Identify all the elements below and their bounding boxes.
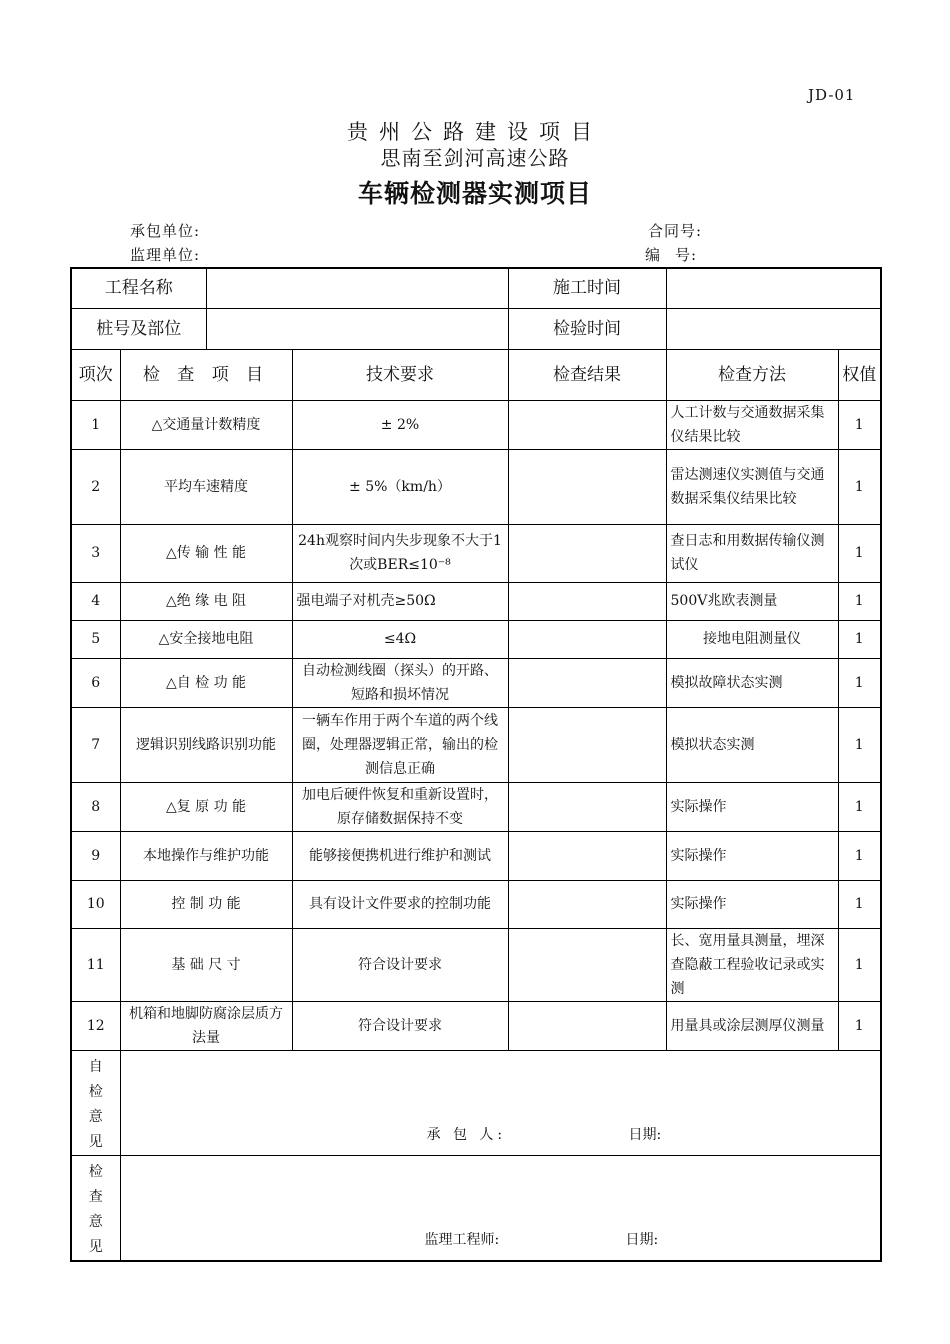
row-no: 11	[71, 928, 120, 1001]
row-result[interactable]	[508, 582, 666, 620]
row-no: 9	[71, 831, 120, 880]
row-weight: 1	[838, 880, 881, 928]
row-requirement: 强电端子对机壳≥50Ω	[292, 582, 508, 620]
inspection-time-value[interactable]	[666, 308, 881, 349]
row-method: 模拟故障状态实测	[666, 658, 838, 707]
row-method: 接地电阻测量仪	[666, 620, 838, 658]
contractor-signer-label: 承 包 人:	[426, 1127, 507, 1143]
row-item: △绝 缘 电 阻	[120, 582, 292, 620]
serial-no-label-b: 号:	[675, 246, 698, 264]
row-result[interactable]	[508, 782, 666, 831]
row-item: 逻辑识别线路识别功能	[120, 707, 292, 782]
table-row	[71, 620, 881, 658]
row-no: 1	[71, 400, 120, 449]
form-title: 车辆检测器实测项目	[357, 179, 592, 208]
column-result: 检查结果	[508, 349, 666, 400]
table-row	[71, 658, 881, 707]
self-check-area[interactable]	[120, 1050, 881, 1155]
table-row	[71, 880, 881, 928]
column-check-item: 检 查 项 目	[120, 349, 292, 400]
self-check-row	[71, 1050, 881, 1155]
column-method: 检查方法	[666, 349, 838, 400]
project-name-value[interactable]	[206, 268, 508, 308]
row-no: 4	[71, 582, 120, 620]
row-no: 5	[71, 620, 120, 658]
row-no: 8	[71, 782, 120, 831]
station-label: 桩号及部位	[71, 308, 206, 349]
row-result[interactable]	[508, 1001, 666, 1050]
row-no: 12	[71, 1001, 120, 1050]
inspection-time-label: 检验时间	[508, 308, 666, 349]
row-result[interactable]	[508, 831, 666, 880]
column-header-row	[71, 349, 881, 400]
row-requirement: 符合设计要求	[292, 928, 508, 1001]
row-result[interactable]	[508, 928, 666, 1001]
self-check-date-label: 日期:	[628, 1127, 662, 1143]
column-requirement: 技术要求	[292, 349, 508, 400]
table-row	[71, 782, 881, 831]
row-result[interactable]	[508, 524, 666, 582]
row-requirement: ± 2%	[292, 400, 508, 449]
review-date-label: 日期:	[625, 1232, 659, 1248]
row-item: △自 检 功 能	[120, 658, 292, 707]
row-item: △交通量计数精度	[120, 400, 292, 449]
row-requirement: 具有设计文件要求的控制功能	[292, 880, 508, 928]
table-row	[71, 1001, 881, 1050]
row-result[interactable]	[508, 620, 666, 658]
row-weight: 1	[838, 658, 881, 707]
row-method: 长、宽用量具测量，埋深查隐蔽工程验收记录或实测	[666, 928, 838, 1001]
column-item-no: 项次	[71, 349, 120, 400]
row-method: 雷达测速仪实测值与交通数据采集仪结果比较	[666, 449, 838, 524]
row-weight: 1	[838, 928, 881, 1001]
row-weight: 1	[838, 449, 881, 524]
station-value[interactable]	[206, 308, 508, 349]
row-method: 人工计数与交通数据采集仪结果比较	[666, 400, 838, 449]
row-weight: 1	[838, 831, 881, 880]
row-requirement: 一辆车作用于两个车道的两个线圈，处理器逻辑正常，输出的检测信息正确	[292, 707, 508, 782]
table-row	[71, 524, 881, 582]
table-row	[71, 831, 881, 880]
serial-no-label	[645, 244, 697, 265]
contract-no-label: 合同号:	[648, 222, 703, 240]
row-weight: 1	[838, 1001, 881, 1050]
row-weight: 1	[838, 782, 881, 831]
review-row	[71, 1155, 881, 1261]
row-weight: 1	[838, 400, 881, 449]
info-row-1	[71, 268, 881, 308]
table-row	[71, 928, 881, 1001]
project-name-label: 工程名称	[71, 268, 206, 308]
row-weight: 1	[838, 582, 881, 620]
row-item: 基 础 尺 寸	[120, 928, 292, 1001]
construction-time-label: 施工时间	[508, 268, 666, 308]
row-item: △传 输 性 能	[120, 524, 292, 582]
column-weight: 权值	[838, 349, 881, 400]
form-code: JD-01	[808, 86, 856, 104]
row-item: 本地操作与维护功能	[120, 831, 292, 880]
row-method: 用量具或涂层测厚仪测量	[666, 1001, 838, 1050]
row-result[interactable]	[508, 658, 666, 707]
table-row	[71, 707, 881, 782]
construction-time-value[interactable]	[666, 268, 881, 308]
table-row	[71, 582, 881, 620]
row-weight: 1	[838, 707, 881, 782]
row-weight: 1	[838, 524, 881, 582]
row-requirement: 加电后硬件恢复和重新设置时，原存储数据保持不变	[292, 782, 508, 831]
row-method: 实际操作	[666, 782, 838, 831]
row-requirement: ± 5%（km/h）	[292, 449, 508, 524]
table-row	[71, 400, 881, 449]
contractor-label: 承包单位:	[130, 222, 201, 240]
row-result[interactable]	[508, 880, 666, 928]
row-item: 机箱和地脚防腐涂层质方法量	[120, 1001, 292, 1050]
row-no: 2	[71, 449, 120, 524]
row-requirement: 自动检测线圈（探头）的开路、短路和损坏情况	[292, 658, 508, 707]
row-requirement: 符合设计要求	[292, 1001, 508, 1050]
row-no: 3	[71, 524, 120, 582]
row-item: 控 制 功 能	[120, 880, 292, 928]
info-row-2	[71, 308, 881, 349]
project-title: 思南至剑河高速公路	[380, 146, 570, 170]
row-method: 实际操作	[666, 880, 838, 928]
review-label: 检查意见	[71, 1155, 120, 1261]
row-no: 6	[71, 658, 120, 707]
row-item: △安全接地电阻	[120, 620, 292, 658]
row-result[interactable]	[508, 400, 666, 449]
table-row	[71, 449, 881, 524]
row-method: 500V兆欧表测量	[666, 582, 838, 620]
row-result[interactable]	[508, 707, 666, 782]
row-requirement: 24h观察时间内失步现象不大于1次或BER≤10⁻⁸	[292, 524, 508, 582]
row-method: 查日志和用数据传输仪测试仪	[666, 524, 838, 582]
row-requirement: 能够接便携机进行维护和测试	[292, 831, 508, 880]
inspection-table	[70, 267, 882, 1262]
review-area[interactable]	[120, 1155, 881, 1261]
serial-no-label-a: 编	[645, 246, 662, 264]
row-method: 模拟状态实测	[666, 707, 838, 782]
supervisor-label: 监理单位:	[130, 246, 201, 264]
self-check-label: 自检意见	[71, 1050, 120, 1155]
row-no: 7	[71, 707, 120, 782]
row-weight: 1	[838, 620, 881, 658]
organization-title: 贵州公路建设项目	[347, 120, 603, 144]
row-item: △复 原 功 能	[120, 782, 292, 831]
row-item: 平均车速精度	[120, 449, 292, 524]
row-no: 10	[71, 880, 120, 928]
row-requirement: ≤4Ω	[292, 620, 508, 658]
supervisor-signer-label: 监理工程师:	[424, 1232, 500, 1248]
row-result[interactable]	[508, 449, 666, 524]
row-method: 实际操作	[666, 831, 838, 880]
